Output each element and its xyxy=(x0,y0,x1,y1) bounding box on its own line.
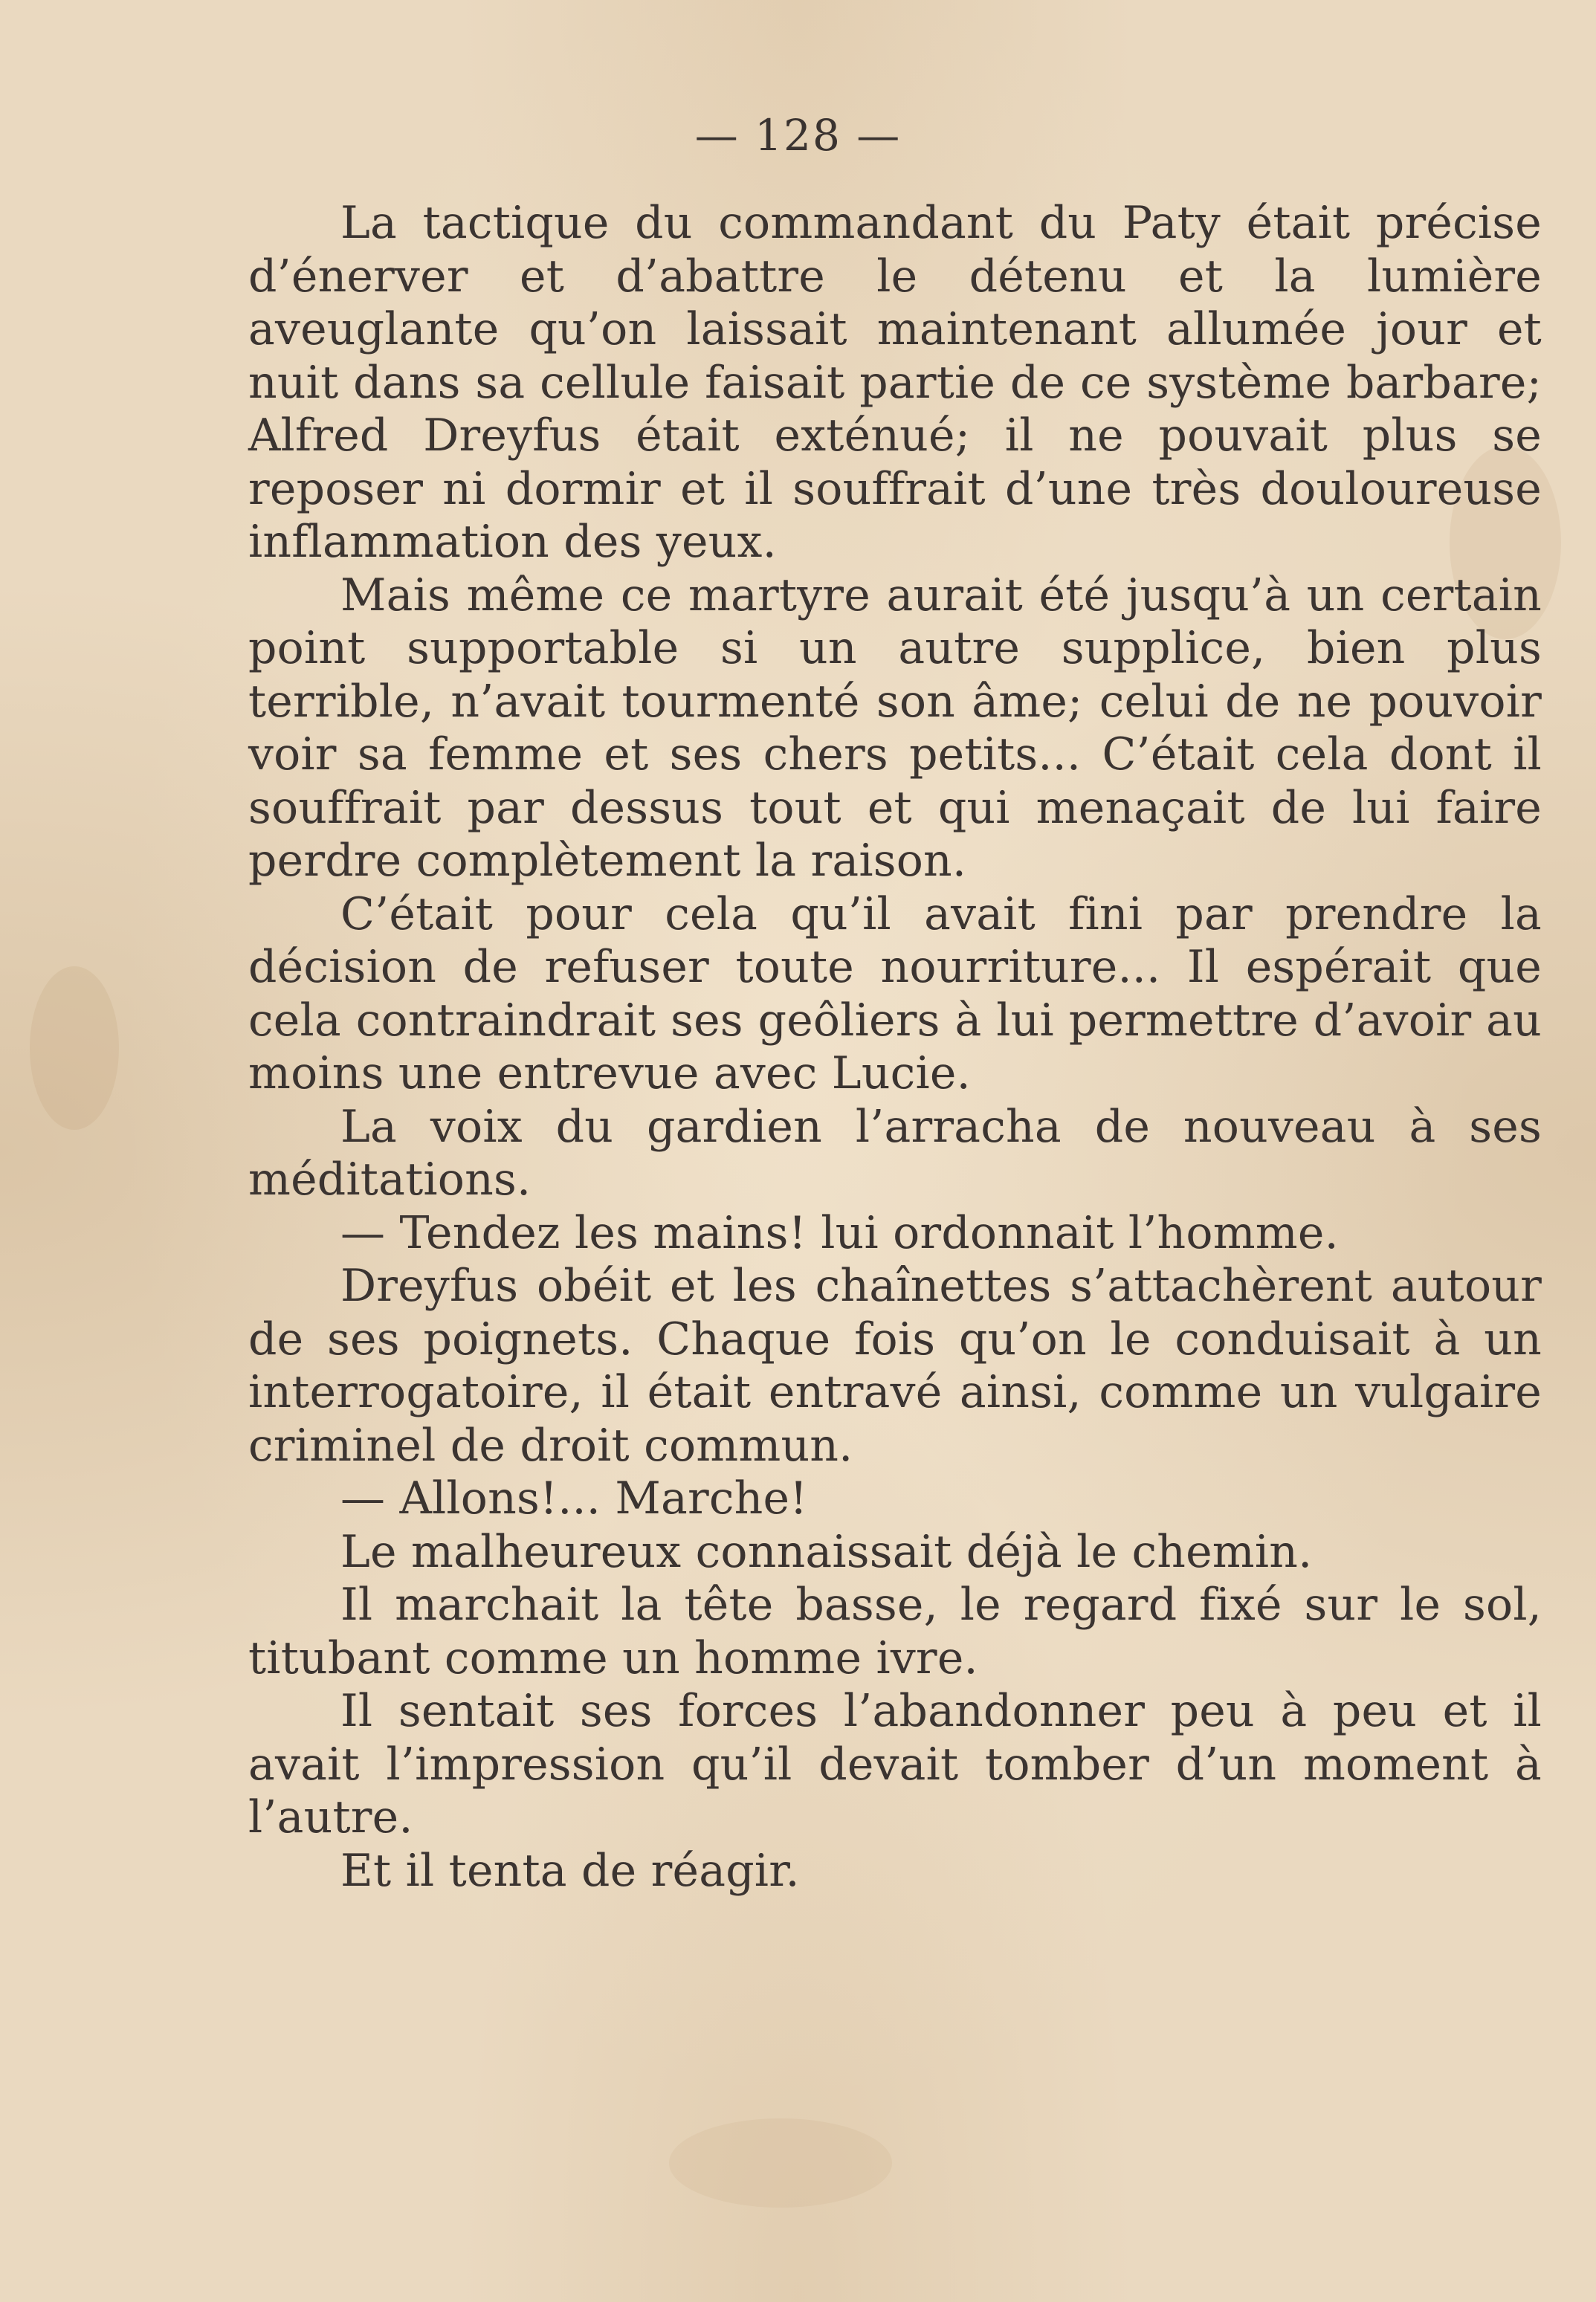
page-number: — 128 — xyxy=(694,110,902,161)
paragraph: Et il tenta de réagir. xyxy=(340,1844,800,1897)
paragraph: — Allons!... Marche! xyxy=(340,1472,808,1525)
paragraph: Le malheureux connaissait déjà le chemin. xyxy=(340,1525,1313,1578)
paragraph: Il marchait la tête basse, le regard fixé sur le sol, titubant comme un homme ivre. xyxy=(248,1579,1542,1684)
paragraph: La voix du gardien l’arracha de nouveau à ses méditations. xyxy=(248,1100,1542,1206)
paper-stain xyxy=(30,966,119,1130)
body-text xyxy=(248,197,1542,1898)
paragraph: Mais même ce martyre aurait été jusqu’à un certain point supportable si un autre supplice, bien plus terrible, n’avait tourmenté son âme; celui de ne pouvoir voir sa femme et ses chers petits... C’était cela dont il souffrait par dessus tout et qui menaçait de lui faire perdre complètement la raison. xyxy=(248,569,1542,887)
paragraph: — Tendez les mains! lui ordonnait l’homme. xyxy=(340,1206,1339,1259)
paper-stain xyxy=(669,2118,892,2208)
paragraph: Il sentait ses forces l’abandonner peu à peu et il avait l’impression qu’il devait tomber d’un moment à l’autre. xyxy=(248,1685,1542,1843)
paragraph: La tactique du commandant du Paty était précise d’énerver et d’abattre le détenu et la lumière aveuglante qu’on laissait maintenant allumée jour et nuit dans sa cellule faisait partie de ce système barbare; Alfred Dreyfus était exténué; il ne pouvait plus se reposer ni dormir et il souffrait d’une très douloureuse inflammation des yeux. xyxy=(248,197,1542,568)
paragraph: Dreyfus obéit et les chaînettes s’attachèrent autour de ses poignets. Chaque fois qu’on le conduisait à un interrogatoire, il était entravé ainsi, comme un vulgaire criminel de droit commun. xyxy=(248,1260,1542,1472)
paragraph: C’était pour cela qu’il avait fini par prendre la décision de refuser toute nourriture... Il espérait que cela contraindrait ses geôliers à lui permettre d’avoir au moins une entrevue avec Lucie. xyxy=(248,888,1542,1099)
